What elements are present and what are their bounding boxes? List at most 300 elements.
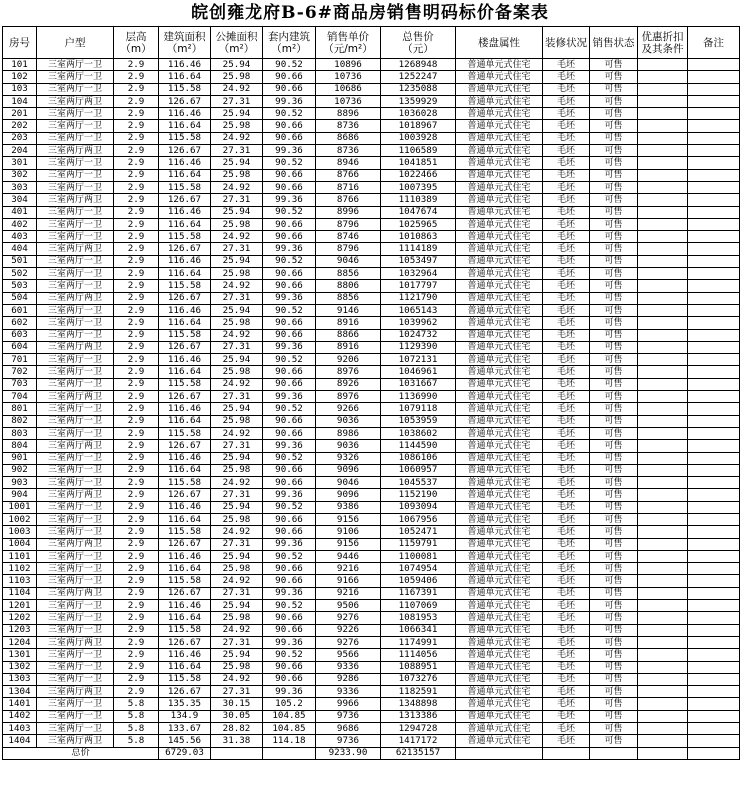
cell-gross-area: 126.67 [159,686,211,698]
cell-sale-status: 可售 [590,243,638,255]
cell-decoration: 毛坯 [543,612,590,624]
cell-remark [688,698,740,710]
cell-inner-area: 90.66 [263,378,316,390]
cell-room-no: 102 [3,71,37,83]
cell-gross-area: 115.58 [159,181,211,193]
cell-inner-area: 90.52 [263,550,316,562]
cell-unit-price: 9226 [316,624,381,636]
cell-total-price: 1252247 [381,71,456,83]
cell-shared-area: 25.94 [211,452,263,464]
cell-discount [638,415,688,427]
cell-total-price: 1417172 [381,735,456,747]
cell-shared-area: 25.94 [211,59,263,71]
cell-floor-height: 2.9 [114,354,159,366]
cell-remark [688,440,740,452]
cell-discount [638,329,688,341]
cell-discount [638,636,688,648]
cell-discount [638,563,688,575]
cell-remark [688,636,740,648]
cell-decoration: 毛坯 [543,292,590,304]
cell-room-no: 702 [3,366,37,378]
cell-inner-area: 90.52 [263,304,316,316]
cell-unit-price: 8716 [316,181,381,193]
cell-discount [638,280,688,292]
cell-shared-area: 25.94 [211,354,263,366]
cell-decoration: 毛坯 [543,427,590,439]
cell-shared-area: 24.92 [211,280,263,292]
cell-inner-area: 90.66 [263,366,316,378]
cell-shared-area: 27.31 [211,243,263,255]
cell-unit-price: 8916 [316,341,381,353]
cell-shared-area: 25.98 [211,612,263,624]
cell-sale-status: 可售 [590,427,638,439]
cell-unit-type: 三室两厅一卫 [37,600,114,612]
header-discount: 优惠折扣 及其条件 [638,27,688,59]
cell-decoration: 毛坯 [543,575,590,587]
cell-property-type: 普通单元式住宅 [456,194,543,206]
cell-remark [688,501,740,513]
cell-shared-area: 25.98 [211,513,263,525]
cell-sale-status: 可售 [590,513,638,525]
cell-inner-area: 90.66 [263,231,316,243]
table-row [3,304,740,316]
cell-inner-area: 90.52 [263,452,316,464]
cell-unit-type: 三室两厅一卫 [37,120,114,132]
cell-unit-price: 9446 [316,550,381,562]
cell-property-type: 普通单元式住宅 [456,354,543,366]
table-row [3,636,740,648]
cell-discount [638,612,688,624]
cell-total-price: 1017797 [381,280,456,292]
header-floor-height: 层高 （m） [114,27,159,59]
cell-room-no: 1004 [3,538,37,550]
cell-floor-height: 2.9 [114,624,159,636]
cell-discount [638,83,688,95]
cell-property-type: 普通单元式住宅 [456,477,543,489]
cell-shared-area: 25.94 [211,108,263,120]
cell-remark [688,415,740,427]
cell-floor-height: 2.9 [114,366,159,378]
cell-property-type: 普通单元式住宅 [456,415,543,427]
cell-sale-status: 可售 [590,145,638,157]
cell-unit-type: 三室两厅一卫 [37,378,114,390]
cell-unit-price: 9966 [316,698,381,710]
header-total-price: 总售价 （元） [381,27,456,59]
cell-room-no: 803 [3,427,37,439]
cell-sale-status: 可售 [590,440,638,452]
cell-decoration: 毛坯 [543,145,590,157]
cell-room-no: 601 [3,304,37,316]
cell-discount [638,378,688,390]
cell-gross-area: 116.46 [159,403,211,415]
total-empty-cell [638,747,688,759]
table-row [3,427,740,439]
cell-decoration: 毛坯 [543,83,590,95]
cell-unit-type: 三室两厅一卫 [37,513,114,525]
cell-room-no: 904 [3,489,37,501]
cell-room-no: 302 [3,169,37,181]
cell-unit-type: 三室两厅一卫 [37,108,114,120]
cell-inner-area: 90.52 [263,403,316,415]
cell-property-type: 普通单元式住宅 [456,317,543,329]
cell-discount [638,735,688,747]
cell-total-price: 1182591 [381,686,456,698]
cell-floor-height: 2.9 [114,538,159,550]
cell-gross-area: 115.58 [159,427,211,439]
table-row [3,587,740,599]
cell-unit-price: 10736 [316,95,381,107]
cell-floor-height: 2.9 [114,501,159,513]
cell-unit-price: 9386 [316,501,381,513]
cell-property-type: 普通单元式住宅 [456,59,543,71]
cell-inner-area: 90.66 [263,526,316,538]
table-row [3,464,740,476]
cell-unit-type: 三室两厅一卫 [37,464,114,476]
cell-gross-area: 116.46 [159,59,211,71]
cell-decoration: 毛坯 [543,587,590,599]
table-row [3,169,740,181]
cell-unit-type: 三室两厅一卫 [37,710,114,722]
cell-inner-area: 90.66 [263,624,316,636]
cell-remark [688,464,740,476]
cell-room-no: 201 [3,108,37,120]
cell-gross-area: 126.67 [159,145,211,157]
cell-remark [688,489,740,501]
cell-decoration: 毛坯 [543,550,590,562]
cell-remark [688,575,740,587]
header-inner-area: 套内建筑 （m²） [263,27,316,59]
cell-shared-area: 24.92 [211,427,263,439]
cell-total-price: 1088951 [381,661,456,673]
cell-gross-area: 116.64 [159,169,211,181]
cell-sale-status: 可售 [590,710,638,722]
cell-remark [688,354,740,366]
cell-total-price: 1032964 [381,268,456,280]
cell-floor-height: 5.8 [114,723,159,735]
cell-unit-type: 三室两厅一卫 [37,452,114,464]
cell-decoration: 毛坯 [543,169,590,181]
cell-unit-type: 三室两厅一卫 [37,526,114,538]
cell-shared-area: 25.94 [211,649,263,661]
cell-inner-area: 90.66 [263,329,316,341]
cell-remark [688,403,740,415]
cell-gross-area: 116.64 [159,366,211,378]
cell-unit-type: 三室两厅一卫 [37,575,114,587]
cell-discount [638,526,688,538]
cell-property-type: 普通单元式住宅 [456,710,543,722]
cell-unit-price: 9216 [316,587,381,599]
cell-decoration: 毛坯 [543,366,590,378]
cell-total-price: 1079118 [381,403,456,415]
cell-total-price: 1045537 [381,477,456,489]
cell-remark [688,710,740,722]
cell-decoration: 毛坯 [543,538,590,550]
cell-total-price: 1031667 [381,378,456,390]
cell-floor-height: 2.9 [114,83,159,95]
cell-discount [638,501,688,513]
cell-unit-type: 三室两厅一卫 [37,366,114,378]
cell-property-type: 普通单元式住宅 [456,292,543,304]
cell-unit-type: 三室两厅一卫 [37,206,114,218]
cell-gross-area: 134.9 [159,710,211,722]
cell-total-price: 1268948 [381,59,456,71]
total-empty-cell [263,747,316,759]
cell-property-type: 普通单元式住宅 [456,218,543,230]
cell-unit-type: 三室两厅一卫 [37,280,114,292]
cell-total-price: 1235088 [381,83,456,95]
cell-shared-area: 24.92 [211,378,263,390]
cell-unit-type: 三室两厅两卫 [37,292,114,304]
cell-remark [688,612,740,624]
cell-remark [688,391,740,403]
cell-discount [638,169,688,181]
cell-inner-area: 90.66 [263,71,316,83]
cell-room-no: 1301 [3,649,37,661]
cell-room-no: 301 [3,157,37,169]
cell-room-no: 1002 [3,513,37,525]
cell-room-no: 303 [3,181,37,193]
cell-discount [638,600,688,612]
cell-remark [688,317,740,329]
cell-unit-price: 9736 [316,710,381,722]
cell-property-type: 普通单元式住宅 [456,157,543,169]
cell-sale-status: 可售 [590,415,638,427]
cell-remark [688,292,740,304]
cell-total-price: 1036028 [381,108,456,120]
cell-unit-type: 三室两厅两卫 [37,243,114,255]
cell-room-no: 704 [3,391,37,403]
cell-discount [638,268,688,280]
cell-total-price: 1107069 [381,600,456,612]
table-row [3,194,740,206]
cell-inner-area: 90.66 [263,464,316,476]
cell-gross-area: 116.46 [159,452,211,464]
cell-floor-height: 2.9 [114,329,159,341]
cell-room-no: 1102 [3,563,37,575]
cell-gross-area: 116.46 [159,108,211,120]
table-row [3,440,740,452]
document-title: 皖创雍龙府B-6#商品房销售明码标价备案表 [191,3,549,23]
cell-inner-area: 99.36 [263,95,316,107]
cell-room-no: 804 [3,440,37,452]
cell-gross-area: 116.64 [159,612,211,624]
cell-unit-price: 9046 [316,477,381,489]
cell-property-type: 普通单元式住宅 [456,612,543,624]
table-row [3,95,740,107]
cell-unit-type: 三室两厅一卫 [37,304,114,316]
cell-inner-area: 99.36 [263,636,316,648]
header-shared-area: 公摊面积 （m²） [211,27,263,59]
cell-sale-status: 可售 [590,255,638,267]
cell-sale-status: 可售 [590,341,638,353]
cell-decoration: 毛坯 [543,464,590,476]
table-row [3,477,740,489]
cell-remark [688,378,740,390]
table-row [3,378,740,390]
cell-inner-area: 90.52 [263,354,316,366]
cell-unit-price: 9326 [316,452,381,464]
cell-room-no: 903 [3,477,37,489]
header-gross-area: 建筑面积 （m²） [159,27,211,59]
cell-total-price: 1065143 [381,304,456,316]
table-row [3,513,740,525]
cell-gross-area: 116.46 [159,157,211,169]
cell-gross-area: 115.58 [159,132,211,144]
cell-property-type: 普通单元式住宅 [456,452,543,464]
cell-floor-height: 2.9 [114,108,159,120]
cell-property-type: 普通单元式住宅 [456,649,543,661]
cell-total-price: 1106589 [381,145,456,157]
cell-gross-area: 115.58 [159,231,211,243]
cell-room-no: 502 [3,268,37,280]
cell-gross-area: 133.67 [159,723,211,735]
cell-decoration: 毛坯 [543,403,590,415]
cell-property-type: 普通单元式住宅 [456,735,543,747]
cell-room-no: 501 [3,255,37,267]
cell-property-type: 普通单元式住宅 [456,723,543,735]
cell-inner-area: 90.52 [263,255,316,267]
table-row [3,538,740,550]
header-property-type: 楼盘属性 [456,27,543,59]
cell-property-type: 普通单元式住宅 [456,268,543,280]
cell-decoration: 毛坯 [543,452,590,464]
total-row [3,747,740,759]
cell-unit-type: 三室两厅一卫 [37,415,114,427]
cell-sale-status: 可售 [590,83,638,95]
cell-unit-price: 9106 [316,526,381,538]
cell-gross-area: 116.46 [159,649,211,661]
cell-total-price: 1024732 [381,329,456,341]
cell-unit-type: 三室两厅一卫 [37,218,114,230]
cell-shared-area: 24.92 [211,231,263,243]
cell-sale-status: 可售 [590,280,638,292]
cell-decoration: 毛坯 [543,477,590,489]
cell-discount [638,452,688,464]
cell-shared-area: 25.94 [211,501,263,513]
cell-sale-status: 可售 [590,477,638,489]
cell-floor-height: 2.9 [114,513,159,525]
table-row [3,206,740,218]
cell-total-price: 1114189 [381,243,456,255]
cell-discount [638,489,688,501]
cell-unit-price: 8796 [316,243,381,255]
cell-property-type: 普通单元式住宅 [456,341,543,353]
cell-sale-status: 可售 [590,612,638,624]
cell-inner-area: 99.36 [263,243,316,255]
cell-unit-price: 8976 [316,366,381,378]
cell-shared-area: 27.31 [211,440,263,452]
table-row [3,145,740,157]
cell-sale-status: 可售 [590,489,638,501]
cell-sale-status: 可售 [590,194,638,206]
cell-floor-height: 2.9 [114,563,159,575]
cell-decoration: 毛坯 [543,378,590,390]
cell-unit-type: 三室两厅两卫 [37,391,114,403]
cell-total-price: 1060957 [381,464,456,476]
table-row [3,661,740,673]
table-row [3,489,740,501]
cell-gross-area: 116.46 [159,304,211,316]
cell-shared-area: 24.92 [211,673,263,685]
cell-decoration: 毛坯 [543,194,590,206]
cell-shared-area: 27.31 [211,587,263,599]
cell-floor-height: 2.9 [114,304,159,316]
cell-remark [688,120,740,132]
cell-decoration: 毛坯 [543,255,590,267]
cell-property-type: 普通单元式住宅 [456,231,543,243]
cell-unit-type: 三室两厅两卫 [37,95,114,107]
cell-gross-area: 126.67 [159,292,211,304]
cell-discount [638,157,688,169]
cell-total-price: 1066341 [381,624,456,636]
cell-decoration: 毛坯 [543,735,590,747]
cell-decoration: 毛坯 [543,132,590,144]
cell-gross-area: 116.46 [159,206,211,218]
cell-inner-area: 99.36 [263,391,316,403]
cell-unit-price: 9266 [316,403,381,415]
cell-sale-status: 可售 [590,268,638,280]
cell-decoration: 毛坯 [543,120,590,132]
cell-unit-price: 8856 [316,268,381,280]
cell-property-type: 普通单元式住宅 [456,440,543,452]
cell-unit-price: 9156 [316,538,381,550]
cell-unit-price: 9736 [316,735,381,747]
cell-shared-area: 25.94 [211,600,263,612]
cell-gross-area: 116.46 [159,255,211,267]
cell-property-type: 普通单元式住宅 [456,181,543,193]
cell-sale-status: 可售 [590,723,638,735]
cell-inner-area: 90.66 [263,563,316,575]
cell-remark [688,132,740,144]
cell-unit-price: 9566 [316,649,381,661]
cell-property-type: 普通单元式住宅 [456,624,543,636]
cell-property-type: 普通单元式住宅 [456,464,543,476]
cell-decoration: 毛坯 [543,624,590,636]
cell-discount [638,624,688,636]
cell-floor-height: 5.8 [114,735,159,747]
cell-shared-area: 25.98 [211,218,263,230]
cell-inner-area: 90.66 [263,415,316,427]
cell-property-type: 普通单元式住宅 [456,661,543,673]
cell-shared-area: 24.92 [211,181,263,193]
cell-gross-area: 115.58 [159,329,211,341]
cell-unit-type: 三室两厅一卫 [37,132,114,144]
cell-sale-status: 可售 [590,218,638,230]
table-row [3,157,740,169]
cell-discount [638,194,688,206]
cell-unit-price: 8796 [316,218,381,230]
cell-gross-area: 115.58 [159,477,211,489]
cell-room-no: 204 [3,145,37,157]
cell-inner-area: 104.85 [263,710,316,722]
cell-shared-area: 24.92 [211,526,263,538]
cell-decoration: 毛坯 [543,231,590,243]
cell-room-no: 602 [3,317,37,329]
cell-gross-area: 116.46 [159,501,211,513]
cell-remark [688,71,740,83]
cell-floor-height: 2.9 [114,206,159,218]
cell-property-type: 普通单元式住宅 [456,489,543,501]
cell-sale-status: 可售 [590,120,638,132]
cell-total-price: 1348898 [381,698,456,710]
cell-sale-status: 可售 [590,501,638,513]
cell-floor-height: 2.9 [114,157,159,169]
cell-property-type: 普通单元式住宅 [456,71,543,83]
cell-room-no: 703 [3,378,37,390]
cell-total-price: 1010863 [381,231,456,243]
cell-decoration: 毛坯 [543,71,590,83]
cell-gross-area: 126.67 [159,341,211,353]
